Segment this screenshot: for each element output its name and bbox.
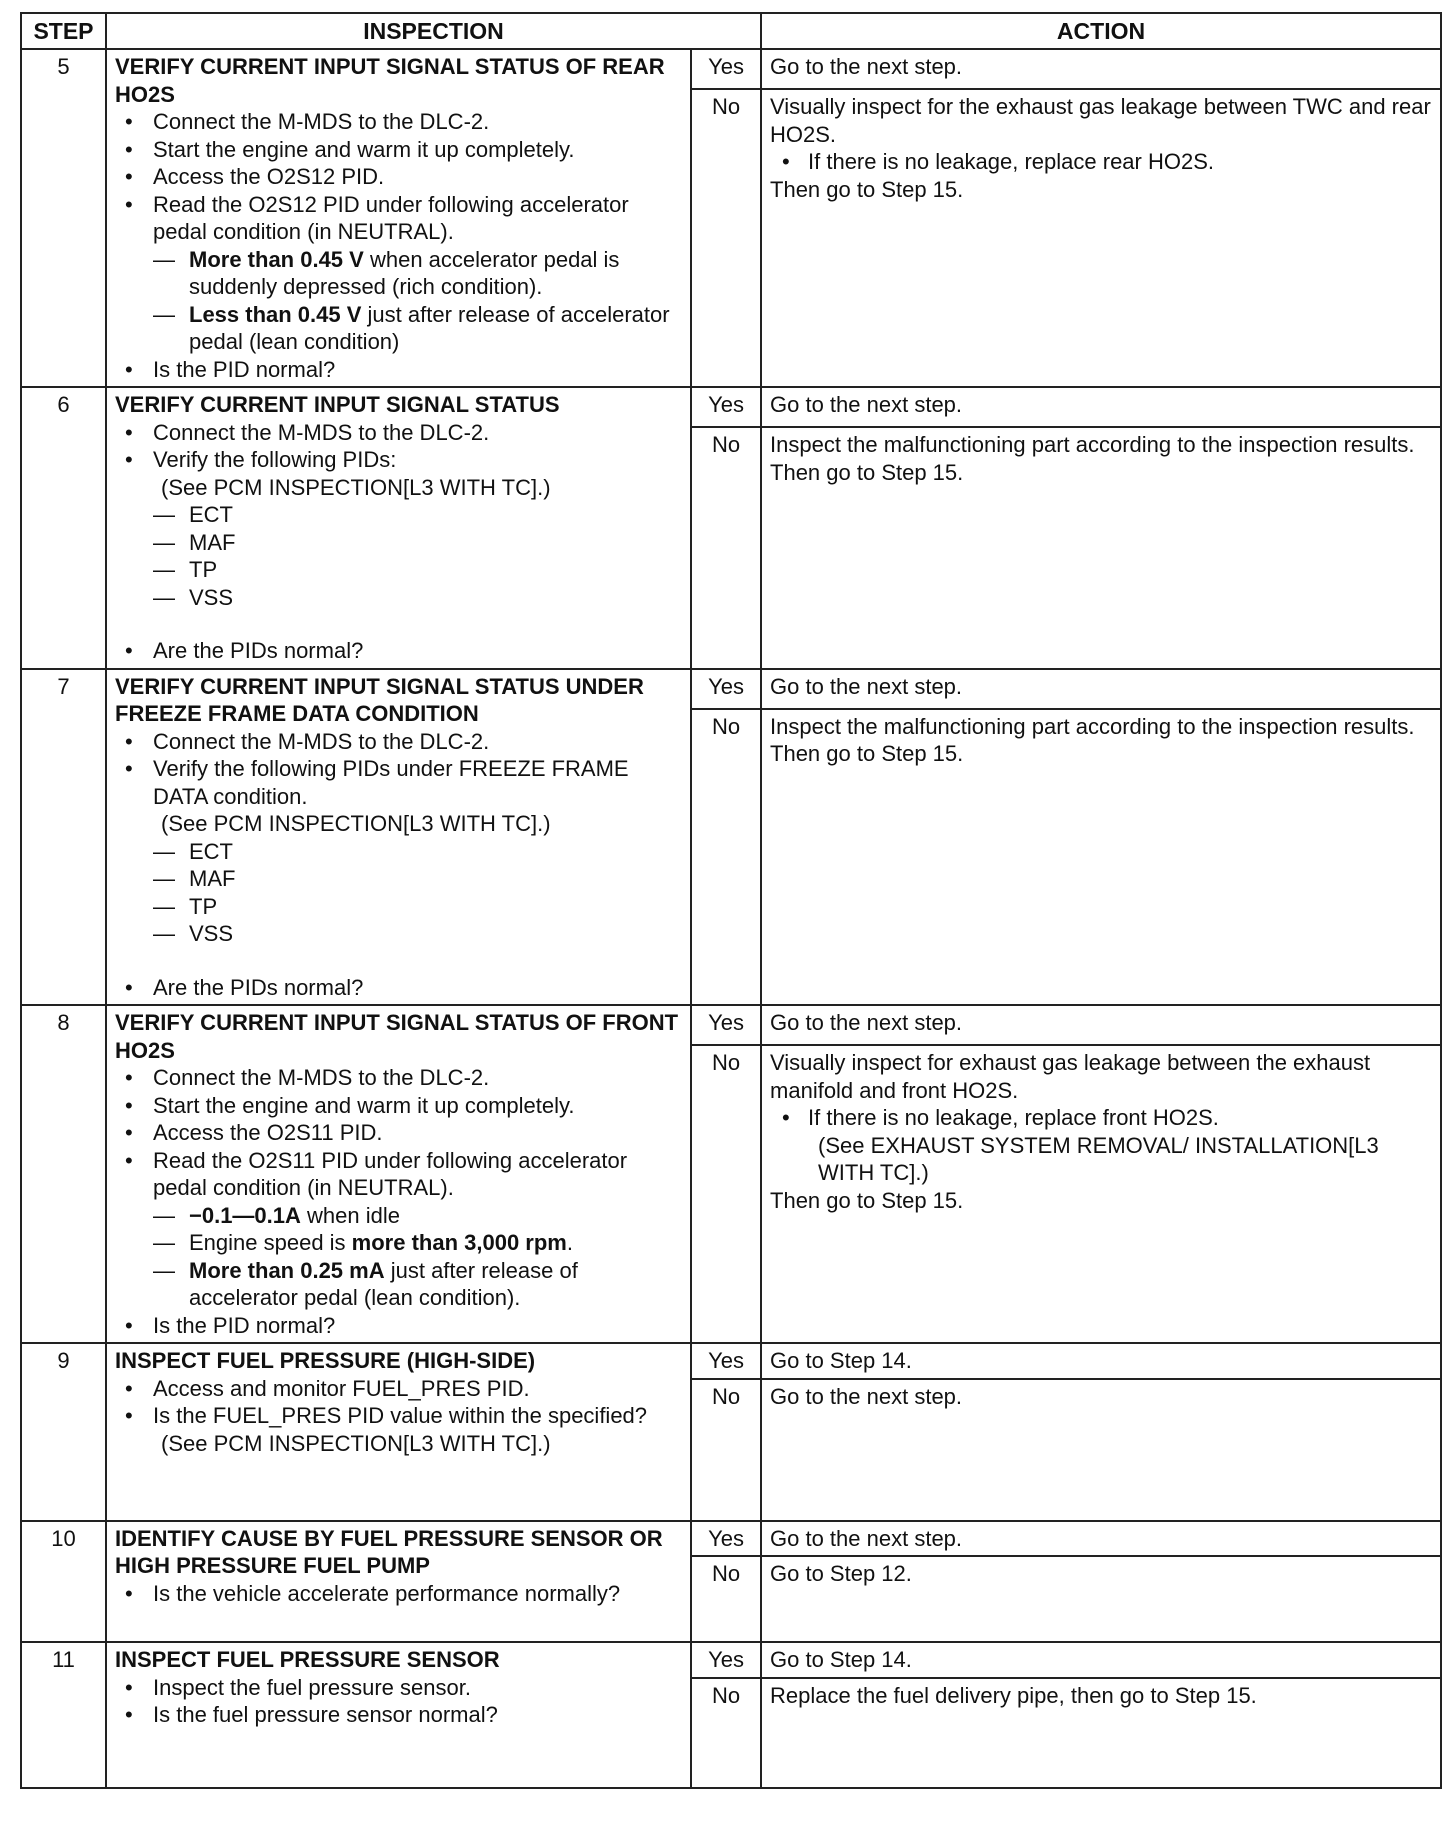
list-item: — MAF (153, 529, 682, 557)
inspection-cell (106, 49, 691, 387)
no-action: Visually inspect for the exhaust gas leakage between TWC and rear HO2S. (770, 94, 1431, 147)
step-number: 11 (21, 1642, 106, 1788)
list-item: • Is the vehicle accelerate performance normally? (115, 1580, 682, 1608)
list-item: • Inspect the fuel pressure sensor. (115, 1674, 682, 1702)
table-row (21, 387, 1441, 427)
table-header-row (21, 13, 1441, 49)
diagnostic-table (20, 12, 1442, 1789)
yes-action: Go to Step 14. (761, 1642, 1441, 1678)
yes-action: Go to the next step. (761, 1005, 1441, 1045)
list-item: — Engine speed is more than 3,000 rpm. (153, 1229, 682, 1257)
list-item: • Are the PIDs normal? (115, 637, 682, 665)
inspection-bullet-list (115, 1580, 682, 1608)
list-item: • Is the PID normal? (115, 356, 682, 384)
step-number: 5 (21, 49, 106, 387)
inspection-cell (106, 1642, 691, 1788)
list-item: • If there is no leakage, replace front HO2S. (770, 1104, 1432, 1132)
no-label: No (691, 709, 761, 1005)
condition-list (153, 246, 682, 356)
list-item: • If there is no leakage, replace rear HO2S. (770, 148, 1432, 176)
no-label: No (691, 89, 761, 387)
list-item: — ECT (153, 501, 682, 529)
table-row (21, 1521, 1441, 1557)
inspection-bullet-list (115, 1375, 682, 1458)
list-item: • Start the engine and warm it up completely. (115, 1092, 682, 1120)
diagnostic-procedure-sheet (20, 12, 1440, 1789)
step-title: VERIFY CURRENT INPUT SIGNAL STATUS UNDER FREEZE FRAME DATA CONDITION (115, 673, 644, 726)
list-item: — VSS (153, 584, 682, 612)
reference-note: (See PCM INSPECTION[L3 WITH TC].) (161, 811, 551, 836)
yes-label: Yes (691, 387, 761, 427)
list-item: — TP (153, 893, 682, 921)
list-item: • Read the O2S11 PID under following accelerator pedal condition (in NEUTRAL). — −0.1—0.1A when idle — Engine speed is more than 3,000 rpm. — More than 0.25 mA just after release of accelerator pedal (lean condition). (115, 1147, 682, 1312)
yes-label: Yes (691, 1642, 761, 1678)
list-item: — ECT (153, 838, 682, 866)
then-instruction: Then go to Step 15. (770, 459, 964, 485)
no-action: Inspect the malfunctioning part according to the inspection results. (770, 713, 1415, 739)
list-item: — TP (153, 556, 682, 584)
list-item: • Connect the M-MDS to the DLC-2. (115, 728, 682, 756)
step-title: VERIFY CURRENT INPUT SIGNAL STATUS OF FRONT HO2S (115, 1010, 679, 1063)
list-item: • Start the engine and warm it up completely. (115, 136, 682, 164)
then-instruction: Then go to Step 15. (770, 741, 964, 767)
no-label: No (691, 1045, 761, 1343)
list-item: • Is the PID normal? (115, 1312, 682, 1340)
inspection-bullet-list (115, 1064, 682, 1339)
list-item: — −0.1—0.1A when idle (153, 1202, 682, 1230)
action-bullet-list (770, 148, 1432, 176)
no-action: Inspect the malfunctioning part according to the inspection results. (770, 432, 1415, 458)
list-item: — MAF (153, 865, 682, 893)
list-item: • Access and monitor FUEL_PRES PID. (115, 1375, 682, 1403)
list-item: — More than 0.45 V when accelerator pedal is suddenly depressed (rich condition). (153, 246, 682, 301)
no-action-cell (761, 1045, 1441, 1343)
inspection-cell (106, 1005, 691, 1343)
pid-list (153, 501, 682, 611)
inspection-cell (106, 669, 691, 1006)
no-action: Go to Step 12. (761, 1556, 1441, 1642)
inspection-cell (106, 1521, 691, 1643)
no-action-cell (761, 89, 1441, 387)
step-number: 10 (21, 1521, 106, 1643)
list-item: • Access the O2S12 PID. (115, 163, 682, 191)
yes-action: Go to the next step. (761, 669, 1441, 709)
list-item: • Connect the M-MDS to the DLC-2. (115, 1064, 682, 1092)
step-title: INSPECT FUEL PRESSURE SENSOR (115, 1647, 500, 1672)
action-column-header: ACTION (761, 13, 1441, 49)
list-item: • Is the FUEL_PRES PID value within the specified? (See PCM INSPECTION[L3 WITH TC].) (115, 1402, 682, 1457)
reference-note: (See PCM INSPECTION[L3 WITH TC].) (161, 1430, 551, 1456)
yes-label: Yes (691, 49, 761, 89)
condition-list (153, 1202, 682, 1312)
table-row (21, 669, 1441, 709)
list-item: • Connect the M-MDS to the DLC-2. (115, 108, 682, 136)
list-item: — Less than 0.45 V just after release of accelerator pedal (lean condition) (153, 301, 682, 356)
no-label: No (691, 1379, 761, 1521)
yes-label: Yes (691, 1521, 761, 1557)
step-number: 6 (21, 387, 106, 669)
table-row (21, 1005, 1441, 1045)
table-row (21, 1642, 1441, 1678)
list-item: • Is the fuel pressure sensor normal? (115, 1701, 682, 1729)
list-item: • Are the PIDs normal? (115, 974, 682, 1002)
yes-label: Yes (691, 669, 761, 709)
inspection-column-header: INSPECTION (106, 13, 761, 49)
table-row (21, 1343, 1441, 1379)
inspection-bullet-list (115, 108, 682, 383)
no-action: Go to the next step. (761, 1379, 1441, 1521)
no-label: No (691, 1556, 761, 1642)
no-action: Replace the fuel delivery pipe, then go to Step 15. (761, 1678, 1441, 1788)
step-title: VERIFY CURRENT INPUT SIGNAL STATUS (115, 392, 560, 417)
reference-note: (See EXHAUST SYSTEM REMOVAL/ INSTALLATION[L3 WITH TC].) (818, 1132, 1379, 1186)
table-row (21, 49, 1441, 89)
no-action-cell (761, 427, 1441, 668)
no-label: No (691, 1678, 761, 1788)
step-column-header: STEP (21, 13, 106, 49)
step-number: 9 (21, 1343, 106, 1521)
list-item: — More than 0.25 mA just after release of accelerator pedal (lean condition). (153, 1257, 682, 1312)
step-title: IDENTIFY CAUSE BY FUEL PRESSURE SENSOR OR HIGH PRESSURE FUEL PUMP (115, 1525, 663, 1578)
list-item: • Verify the following PIDs under FREEZE FRAME DATA condition. (See PCM INSPECTION[L3 WITH TC].) — ECT — MAF — TP — VSS (115, 755, 682, 974)
list-item: • Connect the M-MDS to the DLC-2. (115, 419, 682, 447)
step-number: 7 (21, 669, 106, 1006)
yes-label: Yes (691, 1005, 761, 1045)
inspection-bullet-list (115, 1674, 682, 1729)
no-action: Visually inspect for exhaust gas leakage between the exhaust manifold and front HO2S. (770, 1050, 1371, 1103)
yes-action: Go to Step 14. (761, 1343, 1441, 1379)
yes-label: Yes (691, 1343, 761, 1379)
inspection-bullet-list (115, 728, 682, 1002)
action-bullet-list (770, 1104, 1432, 1132)
reference-note: (See PCM INSPECTION[L3 WITH TC].) (161, 474, 551, 500)
step-title: INSPECT FUEL PRESSURE (HIGH-SIDE) (115, 1348, 536, 1373)
list-item: — VSS (153, 920, 682, 948)
step-number: 8 (21, 1005, 106, 1343)
yes-action: Go to the next step. (761, 49, 1441, 89)
list-item: • Read the O2S12 PID under following accelerator pedal condition (in NEUTRAL). — More than 0.45 V when accelerator pedal is suddenly depressed (rich condition). — Less than 0.45 V just after release of accelerator pedal (lean condition) (115, 191, 682, 356)
list-item: • Access the O2S11 PID. (115, 1119, 682, 1147)
then-instruction: Then go to Step 15. (770, 176, 964, 202)
inspection-cell (106, 1343, 691, 1521)
list-item: • Verify the following PIDs: (See PCM INSPECTION[L3 WITH TC].) — ECT — MAF — TP — VSS (115, 446, 682, 637)
yes-action: Go to the next step. (761, 387, 1441, 427)
step-title: VERIFY CURRENT INPUT SIGNAL STATUS OF REAR HO2S (115, 54, 665, 107)
then-instruction: Then go to Step 15. (770, 1187, 964, 1213)
no-label: No (691, 427, 761, 668)
pid-list (153, 838, 682, 948)
yes-action: Go to the next step. (761, 1521, 1441, 1557)
inspection-cell (106, 387, 691, 669)
inspection-bullet-list (115, 419, 682, 665)
no-action-cell (761, 709, 1441, 1005)
